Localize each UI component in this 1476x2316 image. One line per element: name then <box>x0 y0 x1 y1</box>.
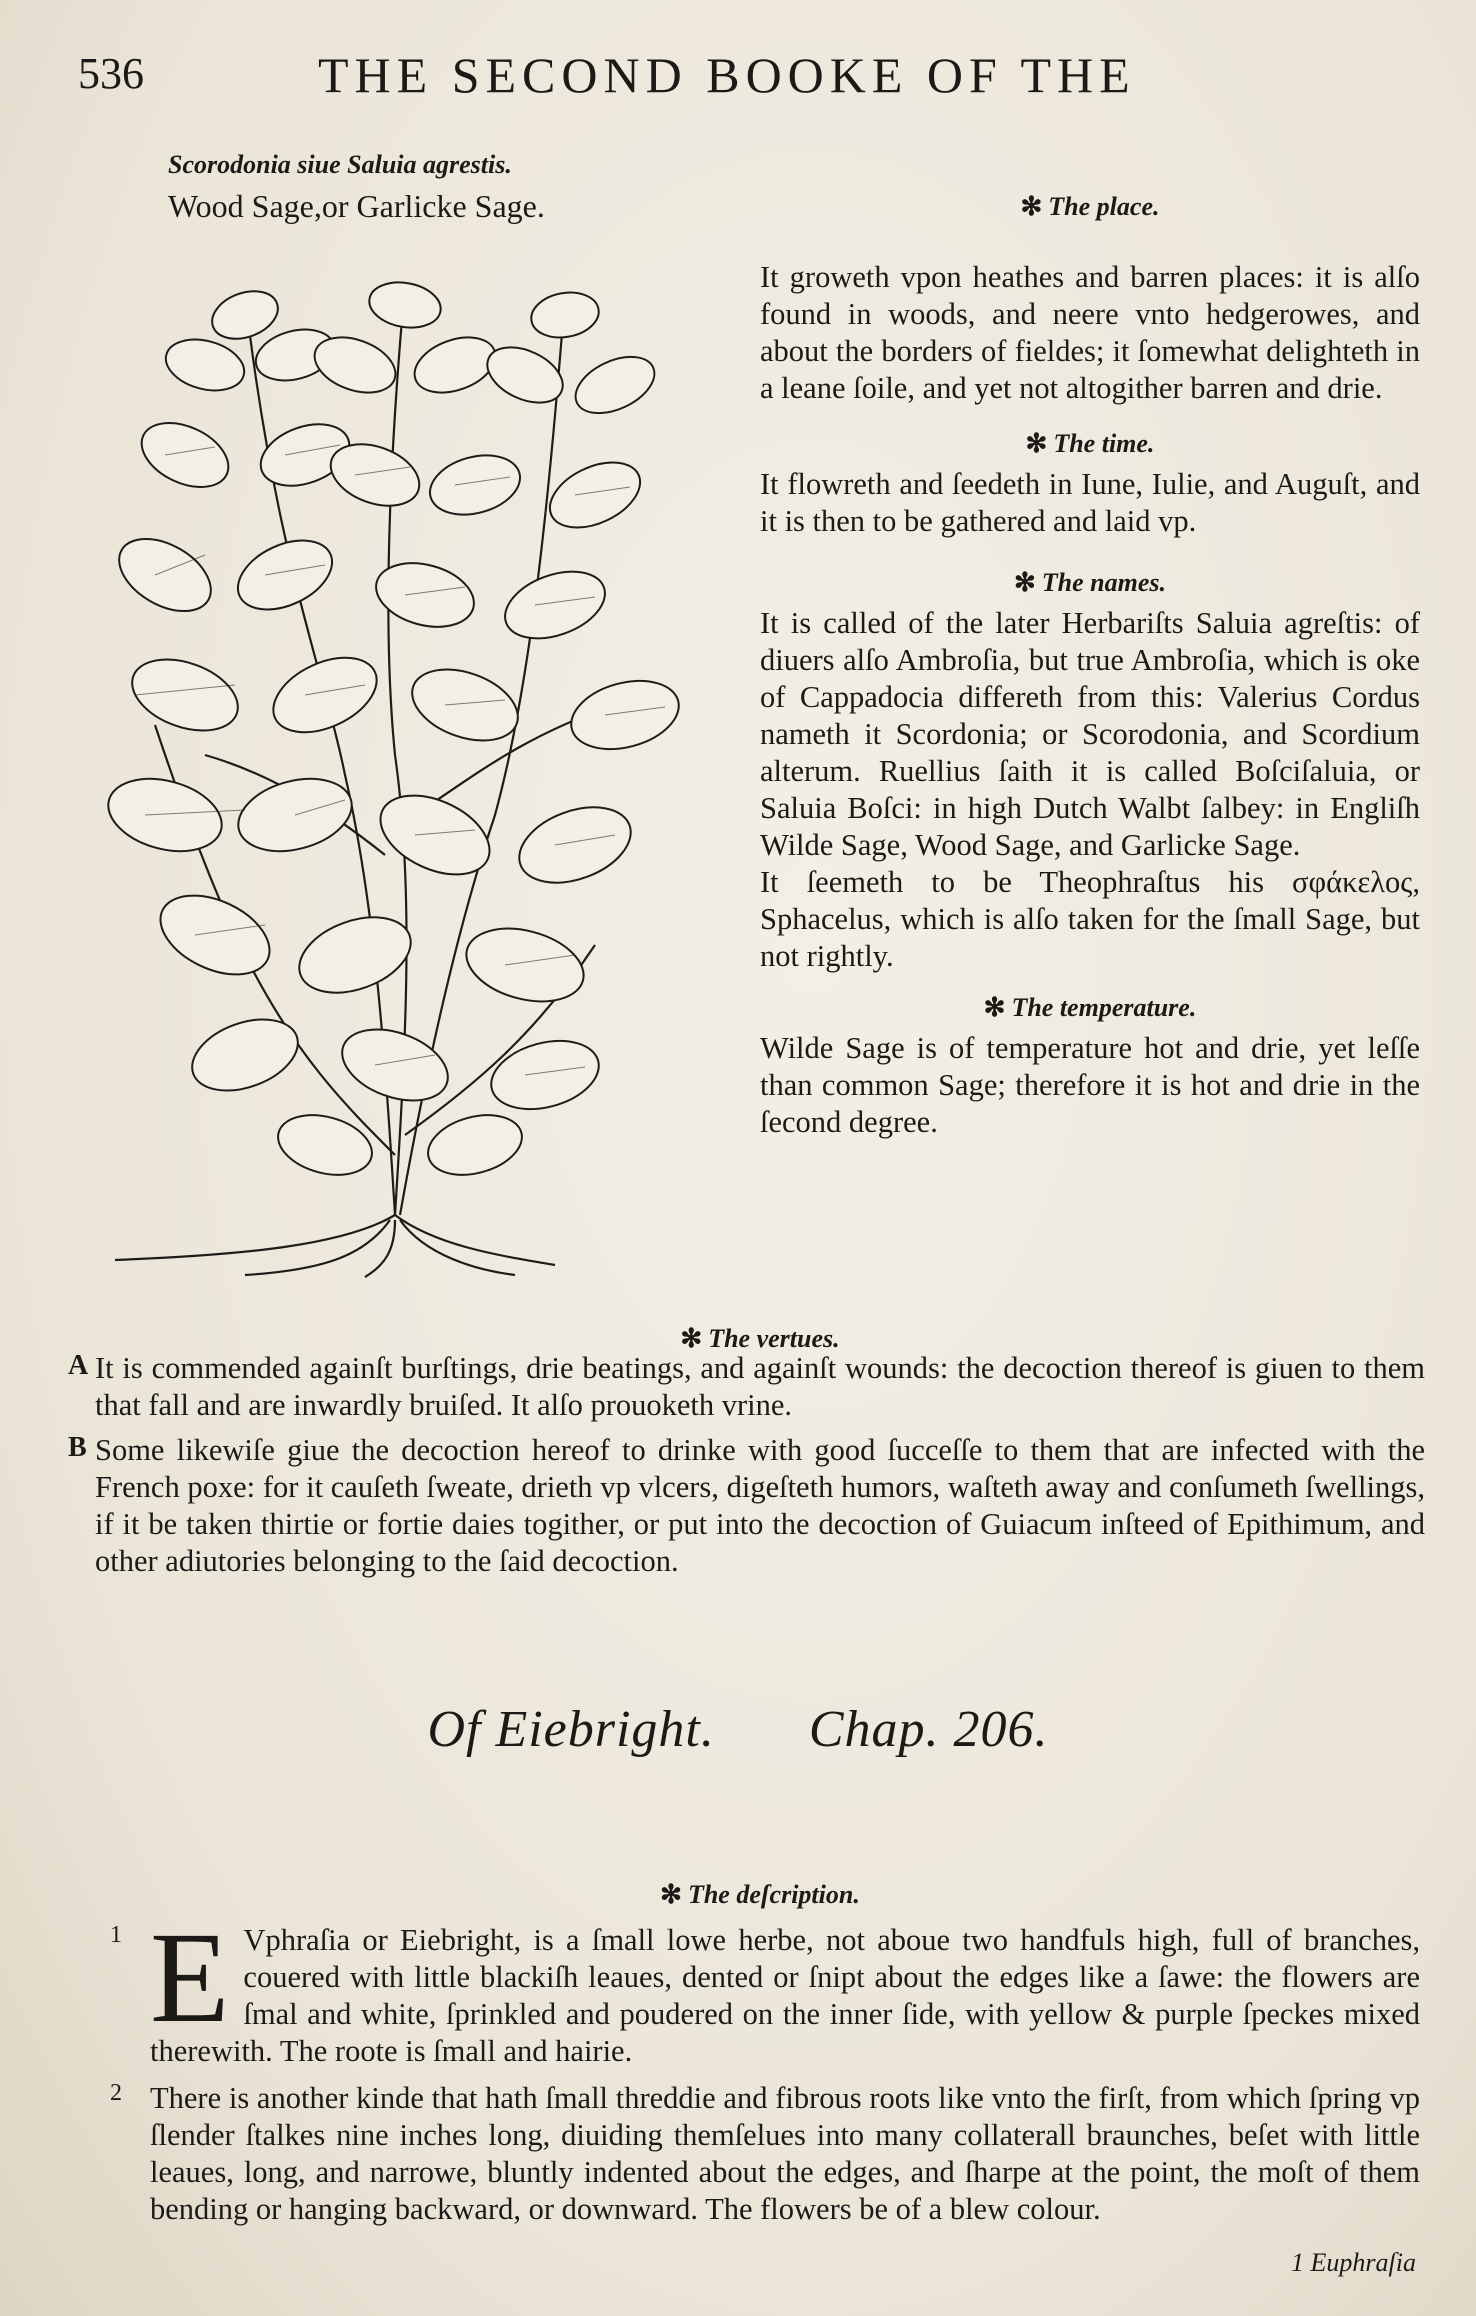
section-heading-vertues: ✻ The vertues. <box>680 1324 840 1353</box>
running-title: THE SECOND BOOKE OF THE <box>318 47 1136 103</box>
drop-cap: E <box>150 1906 230 2050</box>
section-heading-temperature: ✻ The temperature. <box>983 993 1197 1022</box>
plate-english-caption: Wood Sage,or Garlicke Sage. <box>168 188 545 224</box>
vertue-a-text: It is commended againſt burſtings, drie beatings, and againſt wounds: the decoction thereof is giuen to them that fall and are inwardly bruiſed. It alſo prouoketh vrine. <box>95 1351 1425 1422</box>
wood-sage-woodcut <box>95 255 695 1280</box>
margin-marker-a: A <box>68 1350 89 1381</box>
catchword: 1 Euphraſia <box>1291 2248 1416 2277</box>
asterism-icon: ✻ <box>680 1324 703 1353</box>
asterism-icon: ✻ <box>1020 192 1043 221</box>
time-text: It flowreth and ſeedeth in Iune, Iulie, and Auguſt, and it is then to be gathered and laid vp. <box>760 467 1420 538</box>
section-heading-names: ✻ The names. <box>1013 568 1167 597</box>
chapter-title: Of Eiebright. <box>427 1701 715 1758</box>
section-heading-place: ✻ The place. <box>1020 192 1160 221</box>
bleed-through-text <box>860 108 867 138</box>
plate-latin-caption: Scorodonia siue Saluia agrestis. <box>168 150 512 179</box>
names-text: It is called of the later Herbariſts Saluia agreſtis: of diuers alſo Ambroſia, but true Ambroſia, which is oke of Cappadocia differeth from this: Valerius Cordus nameth it Scordonia; or Scorodonia, and Scordium alterum. Ruellius ſaith it is called Boſciſaluia, or Saluia Boſci: in high Dutch Walbt ſalbey: in Engliſh Wilde Sage, Wood Sage, and Garlicke Sage. <box>760 606 1420 862</box>
page-number: 536 <box>78 49 144 98</box>
vertue-b-text: Some likewiſe giue the decoction hereof to drinke with good ſucceſſe to them that are infected with the French poxe: for it cauſeth ſweate, drieth vp vlcers, digeſteth humors, waſteth away and conſumeth ſwellings, if it be taken thirtie or fortie daies togither, or put into the decoction of Guiacum inſteed of Epithimum, and other adiutories belonging to the ſaid decoction. <box>95 1433 1425 1578</box>
asterism-icon: ✻ <box>1013 568 1036 597</box>
asterism-icon: ✻ <box>983 993 1006 1022</box>
chapter-number: Chap. 206. <box>808 1701 1049 1758</box>
description-item-2: There is another kinde that hath ſmall threddie and fibrous roots like vnto the firſt, from which ſpring vp ſlender ſtalkes nine inches long, diuiding themſelues into many collaterall braunches, beſet with little leaues, long, and narrowe, bluntly indented about the edges, and ſharpe at the point, the moſt of them bending or hanging backward, or downward. The flowers be of a blew colour. <box>150 2081 1420 2226</box>
page-header <box>78 40 1416 110</box>
chapter-heading <box>0 1700 1476 1759</box>
item-number-1: 1 <box>110 1922 122 1948</box>
item-number-2: 2 <box>110 2080 122 2106</box>
asterism-icon: ✻ <box>660 1880 682 1909</box>
temperature-text: Wilde Sage is of temperature hot and drie, yet leſſe than common Sage; therefore it is hot and drie in the ſecond degree. <box>760 1031 1420 1139</box>
margin-marker-b: B <box>68 1432 87 1463</box>
section-heading-time: ✻ The time. <box>1025 429 1155 458</box>
names-text-2: It ſeemeth to be Theophraſtus his σφάκελος, Sphacelus, which is alſo taken for the ſmall Sage, but not rightly. <box>760 865 1420 973</box>
section-heading-description: ✻ The deſcription. <box>660 1880 860 1909</box>
asterism-icon: ✻ <box>1025 429 1048 458</box>
description-item-1: E Vphraſia or Eiebright, is a ſmall lowe herbe, not aboue two handfuls high, full of branches, couered with little blackiſh leaues, dented or ſnipt about the edges like a ſawe: the flowers are ſmal and white, ſprinkled and poudered on the inner ſide, with yellow & purple ſpeckes mixed therewith. The roote is ſmall and hairie. <box>150 1906 1420 2068</box>
place-text: It groweth vpon heathes and barren places: it is alſo found in woods, and neere vnto hedgerowes, and about the borders of fieldes; it ſomewhat delighteth in a leane ſoile, and yet not altogither barren and drie. <box>760 260 1420 405</box>
right-column <box>760 180 1420 1141</box>
